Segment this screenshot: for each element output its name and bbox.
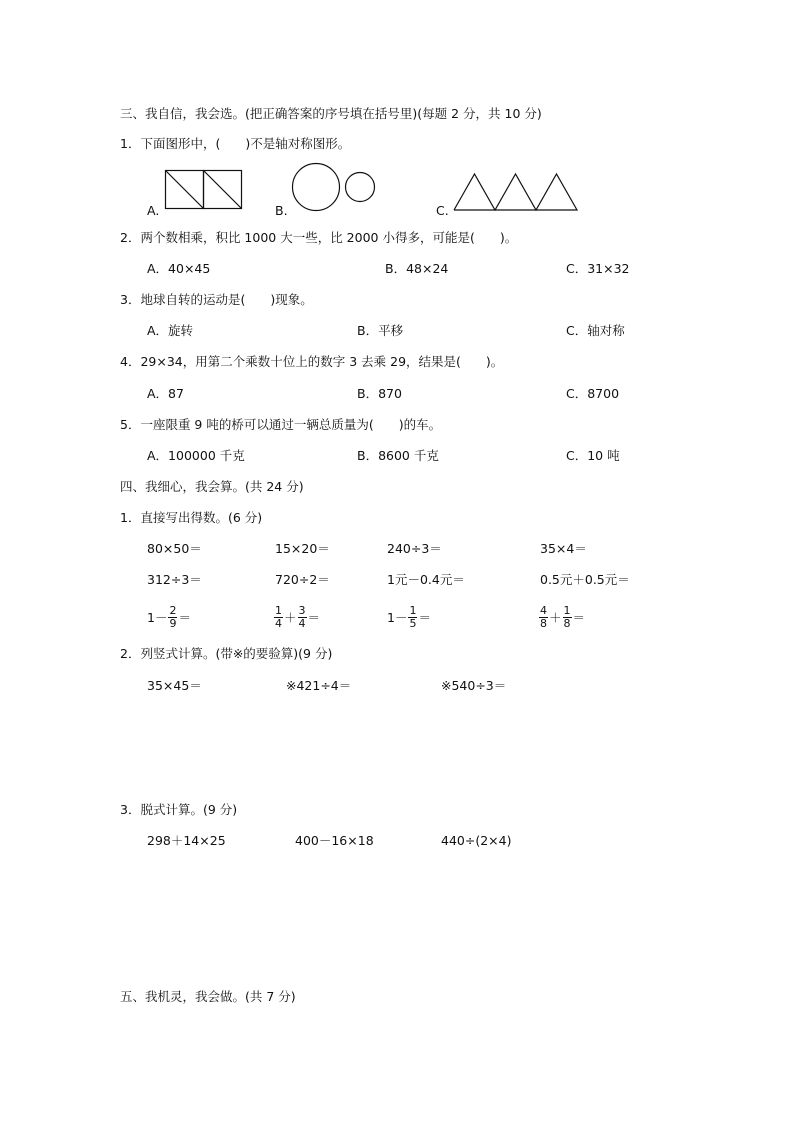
numerator: 1 [409,603,417,617]
equals-sign: ＝ [572,610,586,625]
fraction-calc-item [273,602,320,632]
calc-item: 1元－0.4元＝ [387,572,465,587]
vertical-calc-item: ※421÷4＝ [286,678,352,693]
stepwise-calc-item: 298＋14×25 [147,833,226,848]
stepwise-calc-item: 400－16×18 [295,833,374,848]
fraction [539,605,548,630]
s4-q3-title: 3．脱式计算。(9 分) [120,802,238,817]
q1-option-a-label: A. [147,203,160,218]
fraction-calc-item [538,602,585,632]
q3-option-b: B．平移 [357,323,404,338]
q2-option-b: B．48×24 [385,261,449,276]
section5-heading: 五、我机灵，我会做。(共 7 分) [120,989,296,1004]
denominator: 9 [169,616,177,630]
question-3-stem: 3．地球自转的运动是( )现象。 [120,292,313,307]
denominator: 4 [275,616,282,630]
q1-option-c-figure [454,173,580,213]
fraction [408,605,417,630]
question-5-stem: 5．一座限重 9 吨的桥可以通过一辆总质量为( )的车。 [120,417,442,432]
q1-option-c-label: C. [436,203,449,218]
numerator: 3 [298,603,306,617]
fraction [298,605,307,630]
fraction [168,605,177,630]
q4-option-c: C．8700 [566,386,620,401]
plus-sign: ＋ [549,610,562,625]
question-2-stem: 2．两个数相乘，积比 1000 大一些，比 2000 小得多，可能是( )。 [120,230,518,245]
q5-option-c: C．10 吨 [566,448,620,463]
numerator: 1 [563,603,571,617]
section3-heading: 三、我自信，我会选。(把正确答案的序号填在括号里)(每题 2 分，共 10 分) [120,106,542,121]
fraction-prefix: 1－ [387,610,408,625]
equals-sign: ＝ [178,610,191,625]
fraction [274,605,283,630]
calc-item: 80×50＝ [147,541,202,556]
calc-item: 720÷2＝ [275,572,330,587]
stepwise-calc-item: 440÷(2×4) [441,833,512,848]
q2-option-a: A．40×45 [147,261,211,276]
fraction [563,605,572,630]
fraction-calc-item [387,602,431,632]
q5-option-b: B．8600 千克 [357,448,439,463]
vertical-calc-item: 35×45＝ [147,678,202,693]
question-1-stem: 1．下面图形中，( )不是轴对称图形。 [120,136,351,151]
s4-q1-title: 1．直接写出得数。(6 分) [120,510,263,525]
plus-sign: ＋ [284,610,297,625]
numerator: 4 [540,603,547,617]
calc-item: 15×20＝ [275,541,330,556]
fraction-prefix: 1－ [147,610,168,625]
section4-heading: 四、我细心，我会算。(共 24 分) [120,479,304,494]
q3-option-c: C．轴对称 [566,323,625,338]
q1-option-b-figure [292,163,382,213]
q4-option-a: A．87 [147,386,184,401]
q2-option-c: C．31×32 [566,261,630,276]
denominator: 8 [563,616,571,630]
question-4-stem: 4．29×34，用第二个乘数十位上的数字 3 去乘 29，结果是( )。 [120,354,504,369]
denominator: 8 [540,616,547,630]
q5-option-a: A．100000 千克 [147,448,245,463]
denominator: 4 [298,616,306,630]
denominator: 5 [409,616,417,630]
vertical-calc-item: ※540÷3＝ [441,678,507,693]
q4-option-b: B．870 [357,386,402,401]
equals-sign: ＝ [418,610,431,625]
numerator: 2 [169,603,177,617]
q3-option-a: A．旋转 [147,323,194,338]
calc-item: 35×4＝ [540,541,587,556]
equals-sign: ＝ [307,610,321,625]
s4-q2-title: 2．列竖式计算。(带※的要验算)(9 分) [120,646,333,661]
fraction-calc-item [147,602,191,632]
q1-option-a-figure [165,170,243,210]
numerator: 1 [275,603,282,617]
calc-item: 312÷3＝ [147,572,202,587]
q1-option-b-label: B. [275,203,288,218]
calc-item: 0.5元＋0.5元＝ [540,572,630,587]
calc-item: 240÷3＝ [387,541,442,556]
